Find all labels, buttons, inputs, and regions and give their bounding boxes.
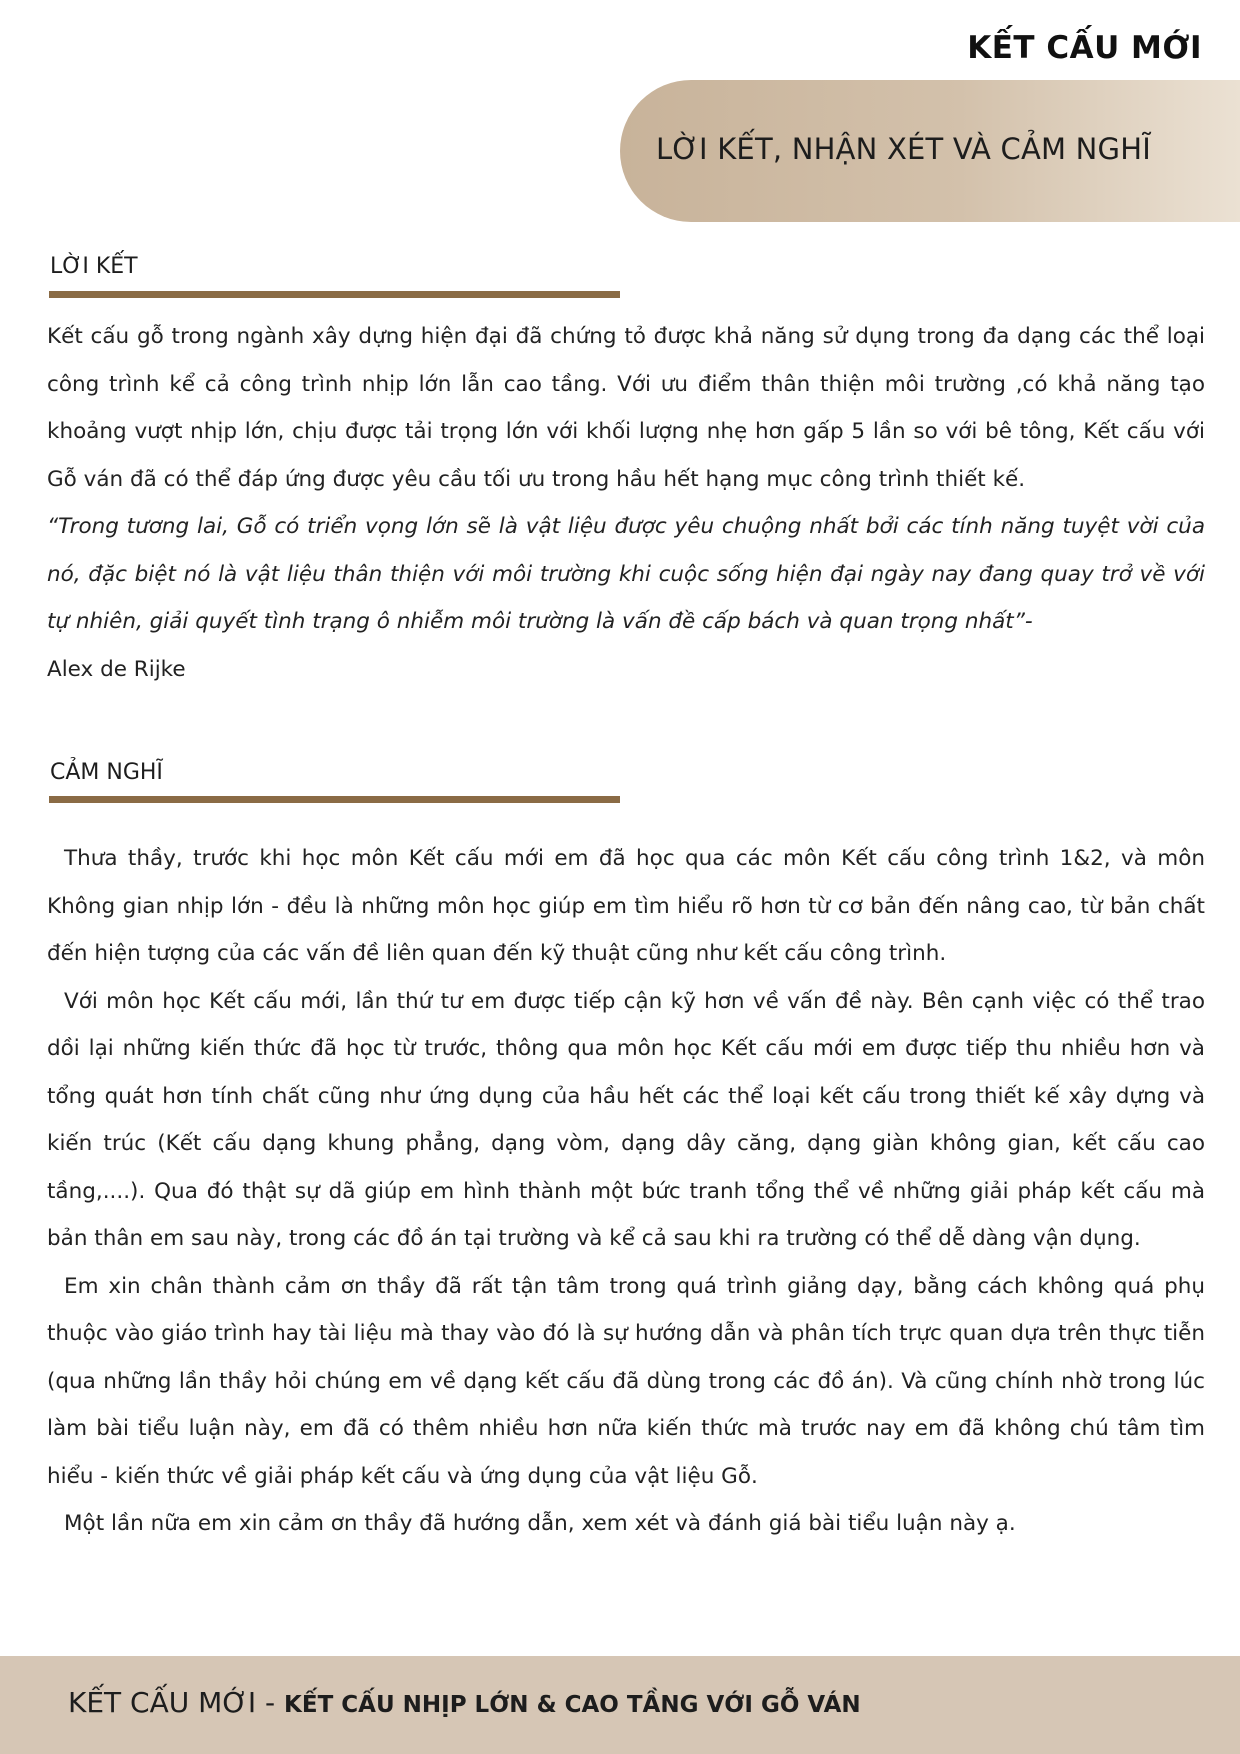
footer-subtitle: KẾT CẤU NHỊP LỚN & CAO TẦNG VỚI GỖ VÁN (284, 1692, 861, 1718)
conclusion-section (47, 313, 1205, 693)
feelings-heading: CẢM NGHĨ (50, 760, 163, 785)
feelings-section (47, 835, 1205, 1548)
feelings-paragraph-3: Em xin chân thành cảm ơn thầy đã rất tận tâm trong quá trình giảng dạy, bằng cách không quá phụ thuộc vào giáo trình hay tài liệu mà thay vào đó là sự hướng dẫn và phân tích trực quan dựa trên thực tiễn (qua những lần thầy hỏi chúng em về dạng kết cấu đã dùng trong các đồ án). Và cũng chính nhờ trong lúc làm bài tiểu luận này, em đã có thêm nhiều hơn nữa kiến thức mà trước nay em đã không chú tâm tìm hiểu - kiến thức về giải pháp kết cấu và ứng dụng của vật liệu Gỗ. (47, 1273, 1205, 1489)
conclusion-paragraph: Kết cấu gỗ trong ngành xây dựng hiện đại đã chứng tỏ được khả năng sử dụng trong đa dạng các thể loại công trình kể cả công trình nhịp lớn lẫn cao tầng. Với ưu điểm thân thiện môi trường ,có khả năng tạo khoảng vượt nhịp lớn, chịu được tải trọng lớn với khối lượng nhẹ hơn gấp 5 lần so với bê tông, Kết cấu với Gỗ ván đã có thể đáp ứng được yêu cầu tối ưu trong hầu hết hạng mục công trình thiết kế. (47, 324, 1205, 492)
feelings-paragraph-2: Với môn học Kết cấu mới, lần thứ tư em được tiếp cận kỹ hơn về vấn đề này. Bên cạnh việc có thể trao dồi lại những kiến thức đã học từ trước, thông qua môn học Kết cấu mới em được tiếp thu nhiều hơn và tổng quát hơn tính chất cũng như ứng dụng của hầu hết các thể loại kết cấu trong thiết kế xây dựng và kiến trúc (Kết cấu dạng khung phẳng, dạng vòm, dạng dây căng, dạng giàn không gian, kết cấu cao tầng,....). Qua đó thật sự dã giúp em hình thành một bức tranh tổng thể về những giải pháp kết cấu mà bản thân em sau này, trong các đồ án tại trường và kể cả sau khi ra trường có thể dễ dàng vận dụng. (47, 988, 1205, 1251)
footer-prefix: KẾT CẤU MỚI - (68, 1686, 285, 1719)
conclusion-divider (49, 291, 620, 298)
footer-text (68, 1686, 861, 1719)
document-title: KẾT CẤU MỚI (967, 30, 1202, 66)
feelings-paragraph-1: Thưa thầy, trước khi học môn Kết cấu mới em đã học qua các môn Kết cấu công trình 1&2, và môn Không gian nhịp lớn - đều là những môn học giúp em tìm hiểu rõ hơn từ cơ bản đến nâng cao, từ bản chất đến hiện tượng của các vấn đề liên quan đến kỹ thuật cũng như kết cấu công trình. (47, 846, 1205, 966)
page-footer (0, 1656, 1240, 1754)
conclusion-heading: LỜI KẾT (50, 254, 138, 279)
quote-author: Alex de Rijke (47, 656, 186, 682)
quote-text: “Trong tương lai, Gỗ có triển vọng lớn sẽ là vật liệu được yêu chuộng nhất bởi các tính năng tuyệt vời của nó, đặc biệt nó là vật liệu thân thiện với môi trường khi cuộc sống hiện đại ngày nay đang quay trở về với tự nhiên, giải quyết tình trạng ô nhiễm môi trường là vấn đề cấp bách và quan trọng nhất”- (47, 514, 1205, 634)
feelings-paragraph-4: Một lần nữa em xin cảm ơn thầy đã hướng dẫn, xem xét và đánh giá bài tiểu luận này ạ. (64, 1511, 1016, 1536)
section-banner-title: LỜI KẾT, NHẬN XÉT VÀ CẢM NGHĨ (656, 132, 1151, 166)
feelings-divider (49, 796, 620, 803)
